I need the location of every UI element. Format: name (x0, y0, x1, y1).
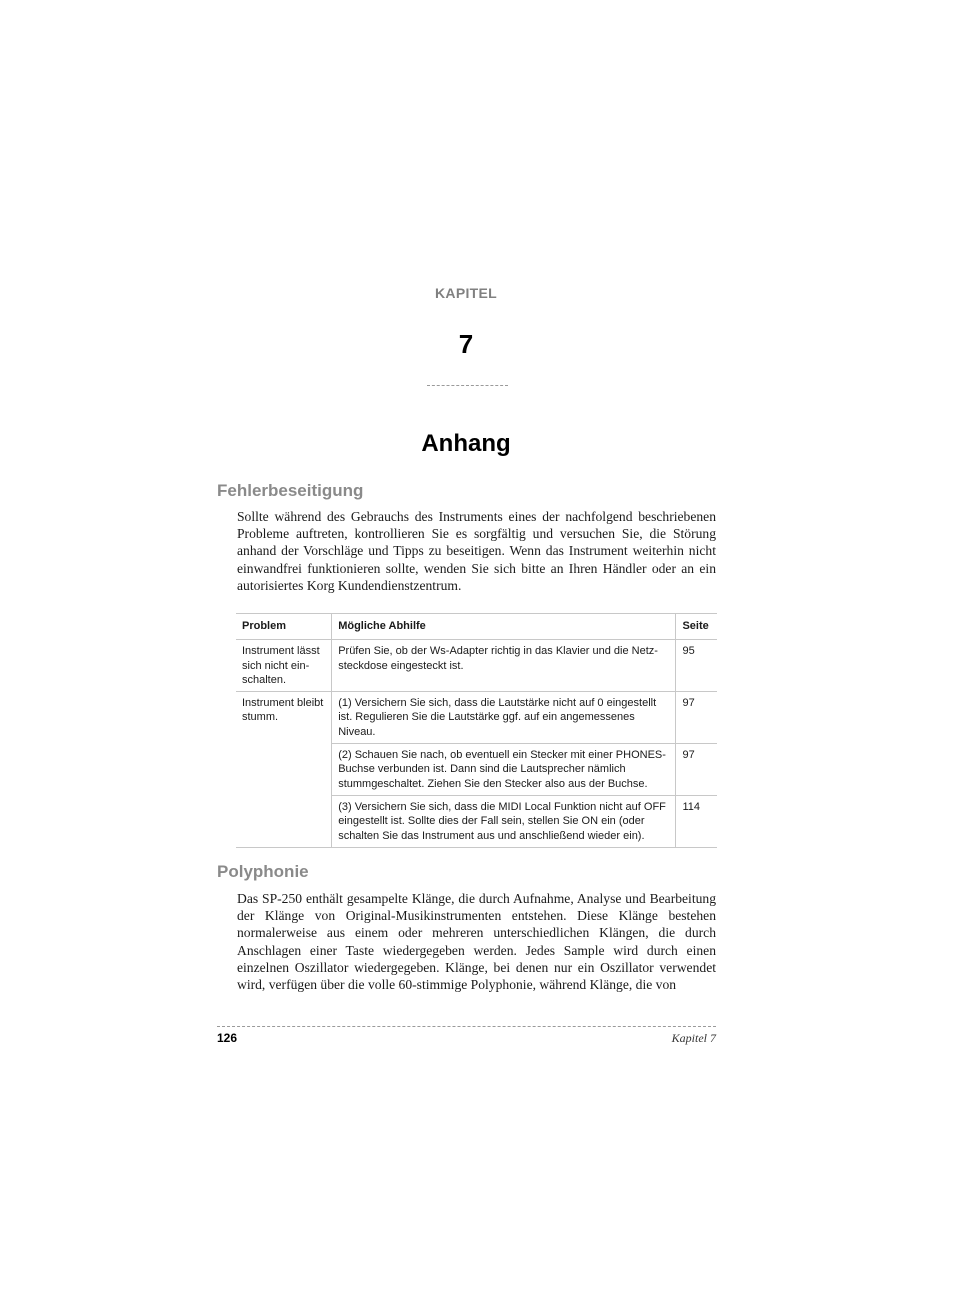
troubleshooting-table (236, 613, 717, 848)
table-row (236, 692, 717, 744)
page-cell: 97 (676, 744, 717, 796)
header-problem: Problem (236, 614, 332, 640)
header-page: Seite (676, 614, 717, 640)
header-remedy: Mögliche Abhilfe (332, 614, 676, 640)
section-heading-polyphony: Polyphonie (217, 862, 309, 881)
problem-cell: Instrument lässt sich nicht einschalten. (236, 640, 332, 692)
page-cell: 95 (676, 640, 717, 692)
page-number: 126 (217, 1031, 238, 1045)
footer-divider (217, 1026, 716, 1027)
remedy-cell: (2) Schauen Sie nach, ob eventuell ein Stecker mit einer PHONES-Buchse verbunden ist. Dann sind die Lautsprecher nämlich stummgeschaltet. Ziehen Sie den Stecker also aus der Buchse. (332, 744, 676, 796)
remedy-cell: (3) Versichern Sie sich, dass die MIDI Local Funktion nicht auf OFF eingestellt ist. Sollte dies der Fall sein, stellen Sie ON ein (oder schalten Sie das Instrument aus und anschließend wieder ein). (332, 795, 676, 847)
chapter-number: 7 (458, 329, 474, 359)
chapter-title: Anhang (421, 430, 511, 457)
page-cell: 97 (676, 692, 717, 744)
remedy-cell: Prüfen Sie, ob der Ws-Adapter richtig in das Klavier und die Netzsteckdose eingesteckt ist. (332, 640, 676, 692)
chapter-divider (427, 385, 508, 386)
table-header-row (236, 614, 717, 640)
polyphony-paragraph: Das SP-250 enthält gesampelte Klänge, die durch Aufnahme, Analyse und Bearbeitung der Klänge von Original-Musikinstrumenten entstehen. Diese Klänge bestehen normalerweise aus einem oder mehreren unterschiedlichen Klängen, die durch Anschlagen einer Taste wiedergegeben werden. Jedes Sample wird durch einen einzelnen Oszillator wiedergegeben. Klänge, bei denen nur ein Oszillator verwendet wird, verfügen über die volle 60-stimmige Polyphonie, während Klänge, die von (237, 891, 716, 993)
troubleshooting-paragraph: Sollte während des Gebrauchs des Instruments eines der nachfolgend beschriebenen Probleme auftreten, kontrollieren Sie es sorgfältig und versuchen Sie, die Störung anhand der Vorschläge und Tipps zu beseitigen. Wenn das Instrument weiterhin nicht einwandfrei funktionieren sollte, wenden Sie sich bitte an Ihren Händler oder an ein autorisiertes Korg Kundendienstzentrum. (237, 509, 716, 593)
problem-cell: Instrument bleibt stumm. (236, 692, 332, 848)
table-row (236, 640, 717, 692)
section-heading-troubleshooting: Fehlerbeseitigung (217, 481, 364, 500)
footer-chapter-reference: Kapitel 7 (671, 1031, 716, 1045)
remedy-cell: (1) Versichern Sie sich, dass die Lautstärke nicht auf 0 eingestellt ist. Regulieren Sie die Lautstärke ggf. auf ein angemessenes Niveau. (332, 692, 676, 744)
page-cell: 114 (676, 795, 717, 847)
chapter-label: KAPITEL (435, 285, 497, 301)
